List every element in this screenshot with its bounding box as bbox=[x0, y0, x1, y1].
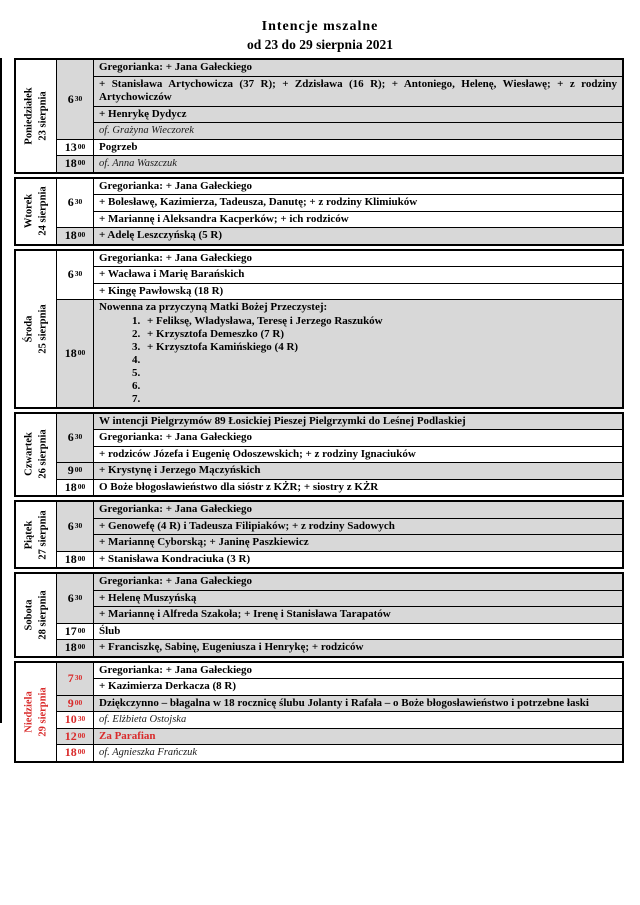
intention-row: + Mariannę i Alfreda Szakoła; + Irenę i Stanisława Tarapatów bbox=[94, 607, 622, 623]
mass-time: 10 $^{30}$ bbox=[57, 712, 94, 728]
intention-rows bbox=[94, 300, 622, 407]
day-name: Czwartek bbox=[23, 432, 35, 477]
day-date: 25 sierpnia bbox=[37, 303, 48, 354]
novena-list bbox=[99, 315, 617, 406]
mass-time: 18 $^{00}$ bbox=[57, 480, 94, 496]
intention-row: + Mariannę i Aleksandra Kacperków; + ich rodziców bbox=[94, 212, 622, 228]
intention-row: + Franciszkę, Sabinę, Eugeniusza i Henrykę; + rodziców bbox=[94, 640, 622, 656]
time-slot bbox=[57, 729, 622, 746]
intention-row: + Adelę Leszczyńską (5 R) bbox=[94, 228, 622, 244]
mass-time: 6 $^{30}$ bbox=[57, 502, 94, 551]
day-slots bbox=[57, 60, 622, 172]
intention-row: + Helenę Muszyńską bbox=[94, 591, 622, 608]
mass-time: 9 $^{00}$ bbox=[57, 463, 94, 479]
day-date: 27 sierpnia bbox=[37, 509, 48, 560]
time-slot bbox=[57, 228, 622, 244]
intention-row bbox=[94, 300, 622, 407]
day-header-cell bbox=[16, 251, 57, 407]
intention-row: Pogrzeb bbox=[94, 140, 622, 156]
day-date: 23 sierpnia bbox=[37, 91, 48, 141]
intention-row: + Bolesławę, Kazimierza, Tadeusza, Danutę; + z rodziny Klimiuków bbox=[94, 195, 622, 212]
mass-time: 18 $^{00}$ bbox=[57, 300, 94, 407]
day-header-cell bbox=[16, 574, 57, 656]
time-slot bbox=[57, 60, 622, 140]
page-subtitle: od 23 do 29 sierpnia 2021 bbox=[247, 37, 393, 52]
mass-time: 6 $^{30}$ bbox=[57, 60, 94, 139]
novena-item: 1. + Feliksę, Władysława, Teresę i Jerzego Raszuków bbox=[143, 315, 617, 328]
day-label bbox=[22, 590, 49, 639]
intention-rows bbox=[94, 251, 622, 300]
day-slots bbox=[57, 251, 622, 407]
intention-row: O Boże błogosławieństwo dla sióstr z KŻR; + siostry z KŻR bbox=[94, 480, 622, 496]
intention-row: + Genowefę (4 R) i Tadeusza Filipiaków; + z rodziny Sadowych bbox=[94, 519, 622, 536]
novena-item bbox=[143, 380, 617, 393]
day-header-cell bbox=[16, 414, 57, 496]
time-slot bbox=[57, 574, 622, 624]
day-slots bbox=[57, 179, 622, 244]
time-slot bbox=[57, 502, 622, 552]
day-label bbox=[22, 510, 49, 559]
mass-time: 18 $^{00}$ bbox=[57, 228, 94, 244]
intention-rows bbox=[94, 624, 622, 640]
day-slots bbox=[57, 663, 622, 761]
intention-row: of. Agnieszka Frańczuk bbox=[94, 745, 622, 761]
day-block bbox=[14, 58, 624, 174]
time-slot bbox=[57, 663, 622, 696]
mass-time: 18 $^{00}$ bbox=[57, 552, 94, 568]
intention-rows bbox=[94, 60, 622, 139]
day-label bbox=[22, 304, 49, 353]
intention-row: Gregorianka: + Jana Gałeckiego bbox=[94, 179, 622, 196]
time-slot bbox=[57, 156, 622, 172]
day-date: 29 sierpnia bbox=[37, 686, 48, 737]
novena-title: Nowenna za przyczyną Matki Bożej Przeczystej: bbox=[99, 301, 328, 313]
time-slot bbox=[57, 179, 622, 229]
mass-time: 18 $^{00}$ bbox=[57, 745, 94, 761]
day-block bbox=[14, 249, 624, 409]
intention-row: Gregorianka: + Jana Gałeckiego bbox=[94, 502, 622, 519]
mass-time: 6 $^{30}$ bbox=[57, 251, 94, 300]
day-header-cell bbox=[16, 663, 57, 761]
intention-row: + Henrykę Dydycz bbox=[94, 107, 622, 124]
time-slot bbox=[57, 624, 622, 641]
intention-rows bbox=[94, 502, 622, 551]
intention-row: Gregorianka: + Jana Gałeckiego bbox=[94, 251, 622, 268]
intention-rows bbox=[94, 156, 622, 172]
schedule-table bbox=[14, 58, 624, 766]
intention-rows bbox=[94, 414, 622, 463]
day-label bbox=[22, 186, 49, 235]
day-name: Wtorek bbox=[23, 193, 35, 229]
intention-row: + Stanisława Artychowicza (37 R); + Zdzisława (16 R); + Antoniego, Helenę, Wiesławę; + z rodziny Artychowiczów bbox=[94, 77, 622, 107]
time-slot bbox=[57, 696, 622, 713]
day-header-cell bbox=[16, 502, 57, 567]
novena-item: 2. + Krzysztofa Demeszko (7 R) bbox=[143, 328, 617, 341]
mass-time: 18 $^{00}$ bbox=[57, 640, 94, 656]
day-block bbox=[14, 572, 624, 658]
intention-row: Gregorianka: + Jana Gałeckiego bbox=[94, 574, 622, 591]
day-name: Niedziela bbox=[23, 690, 35, 733]
novena-item bbox=[143, 354, 617, 367]
novena-item bbox=[143, 367, 617, 380]
mass-time: 13 $^{00}$ bbox=[57, 140, 94, 156]
mass-time: 12 $^{00}$ bbox=[57, 729, 94, 745]
day-slots bbox=[57, 414, 622, 496]
intention-row: Ślub bbox=[94, 624, 622, 640]
intention-row: of. Anna Waszczuk bbox=[94, 156, 622, 172]
intention-row: + Kazimierza Derkacza (8 R) bbox=[94, 679, 622, 695]
intention-rows bbox=[94, 179, 622, 228]
day-date: 28 sierpnia bbox=[37, 590, 48, 640]
time-slot bbox=[57, 640, 622, 656]
day-name: Piątek bbox=[23, 520, 35, 549]
time-slot bbox=[57, 745, 622, 761]
time-slot bbox=[57, 463, 622, 480]
intention-rows bbox=[94, 480, 622, 496]
time-slot bbox=[57, 552, 622, 568]
day-header-cell bbox=[16, 60, 57, 172]
intention-rows bbox=[94, 140, 622, 156]
day-name: Poniedziałek bbox=[23, 87, 35, 145]
day-slots bbox=[57, 502, 622, 567]
day-block bbox=[14, 661, 624, 763]
intention-row: + Kingę Pawłowską (18 R) bbox=[94, 284, 622, 300]
intention-row: of. Grażyna Wieczorek bbox=[94, 123, 622, 139]
mass-time: 6 $^{30}$ bbox=[57, 574, 94, 623]
intention-row: + Stanisława Kondraciuka (3 R) bbox=[94, 552, 622, 568]
intention-rows bbox=[94, 228, 622, 244]
page-title: Intencje mszalne bbox=[261, 19, 379, 34]
day-label bbox=[22, 87, 49, 144]
intention-row: Dziękczynno – błagalna w 18 rocznicę ślubu Jolanty i Rafała – o Boże błogosławieństwo i potrzebne łaski bbox=[94, 696, 622, 712]
intention-rows bbox=[94, 574, 622, 623]
day-date: 24 sierpnia bbox=[37, 186, 48, 236]
mass-time: 7 $^{30}$ bbox=[57, 663, 94, 695]
day-label bbox=[22, 687, 49, 736]
intention-row: + Mariannę Cyborską; + Janinę Paszkiewicz bbox=[94, 535, 622, 551]
intention-row: Gregorianka: + Jana Gałeckiego bbox=[94, 430, 622, 447]
day-block bbox=[14, 412, 624, 498]
intention-rows bbox=[94, 712, 622, 728]
time-slot bbox=[57, 414, 622, 464]
intention-row: W intencji Pielgrzymów 89 Łosickiej Pieszej Pielgrzymki do Leśnej Podlaskiej bbox=[94, 414, 622, 431]
day-label bbox=[22, 430, 49, 479]
time-slot bbox=[57, 300, 622, 407]
intention-rows bbox=[94, 663, 622, 695]
mass-time: 6 $^{30}$ bbox=[57, 179, 94, 228]
day-block bbox=[14, 177, 624, 246]
day-header-cell bbox=[16, 179, 57, 244]
mass-time: 9 $^{00}$ bbox=[57, 696, 94, 712]
time-slot bbox=[57, 140, 622, 157]
intention-row: Gregorianka: + Jana Gałeckiego bbox=[94, 60, 622, 77]
day-slots bbox=[57, 574, 622, 656]
intention-rows bbox=[94, 640, 622, 656]
intention-rows bbox=[94, 745, 622, 761]
intention-row: + rodziców Józefa i Eugenię Odoszewskich; + z rodziny Ignaciuków bbox=[94, 447, 622, 463]
novena-item: 3. + Krzysztofa Kamińskiego (4 R) bbox=[143, 341, 617, 354]
intention-rows bbox=[94, 729, 622, 745]
mass-time: 18 $^{00}$ bbox=[57, 156, 94, 172]
intention-row: + Krystynę i Jerzego Mączyńskich bbox=[94, 463, 622, 479]
day-block bbox=[14, 500, 624, 569]
intention-row: + Wacława i Marię Barańskich bbox=[94, 267, 622, 284]
intention-row: of. Elżbieta Ostojska bbox=[94, 712, 622, 728]
day-date: 26 sierpnia bbox=[37, 429, 48, 479]
novena-item bbox=[143, 393, 617, 406]
intention-rows bbox=[94, 552, 622, 568]
intention-rows bbox=[94, 696, 622, 712]
time-slot bbox=[57, 480, 622, 496]
page-edge-line bbox=[0, 58, 2, 723]
intention-row: Gregorianka: + Jana Gałeckiego bbox=[94, 663, 622, 680]
intention-row: Za Parafian bbox=[94, 729, 622, 745]
mass-time: 17 $^{00}$ bbox=[57, 624, 94, 640]
mass-time: 6 $^{30}$ bbox=[57, 414, 94, 463]
time-slot bbox=[57, 251, 622, 301]
time-slot bbox=[57, 712, 622, 729]
intention-rows bbox=[94, 463, 622, 479]
day-name: Środa bbox=[23, 315, 35, 342]
day-name: Sobota bbox=[23, 599, 35, 631]
